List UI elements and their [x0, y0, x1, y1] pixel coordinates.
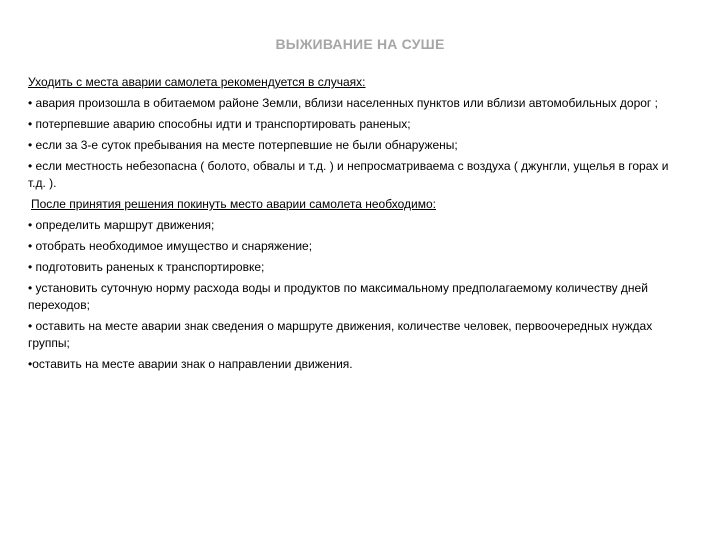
slide-body — [28, 74, 680, 377]
list-item: • потерпевшие аварию способны идти и транспортировать раненых; — [28, 117, 411, 131]
list-item: • если местность небезопасна ( болото, обвалы и т.д. ) и непросматриваема с воздуха ( джунгли, ущелья в горах и т.д. ). — [28, 159, 669, 190]
list-item: • если за 3-е суток пребывания на месте потерпевшие не были обнаружены; — [28, 138, 458, 152]
slide-title: ВЫЖИВАНИЕ НА СУШЕ — [275, 36, 445, 52]
section-heading-leave-site: Уходить с места аварии самолета рекомендуется в случаях: — [28, 75, 366, 89]
list-item: • авария произошла в обитаемом районе Земли, вблизи населенных пунктов или вблизи автомобильных дорог ; — [28, 96, 658, 110]
section-heading-after-decision: После принятия решения покинуть место аварии самолета необходимо: — [31, 197, 436, 211]
list-item: • подготовить раненых к транспортировке; — [28, 260, 265, 274]
list-item: • оставить на месте аварии знак сведения о маршруте движения, количестве человек, первоочередных нуждах группы; — [28, 319, 653, 350]
list-item: • отобрать необходимое имущество и снаряжение; — [28, 239, 313, 253]
list-item: • установить суточную норму расхода воды и продуктов по максимальному предполагаемому количеству дней переходов; — [28, 281, 648, 312]
list-item: •оставить на месте аварии знак о направлении движения. — [28, 357, 353, 371]
list-item: • определить маршрут движения; — [28, 218, 215, 232]
